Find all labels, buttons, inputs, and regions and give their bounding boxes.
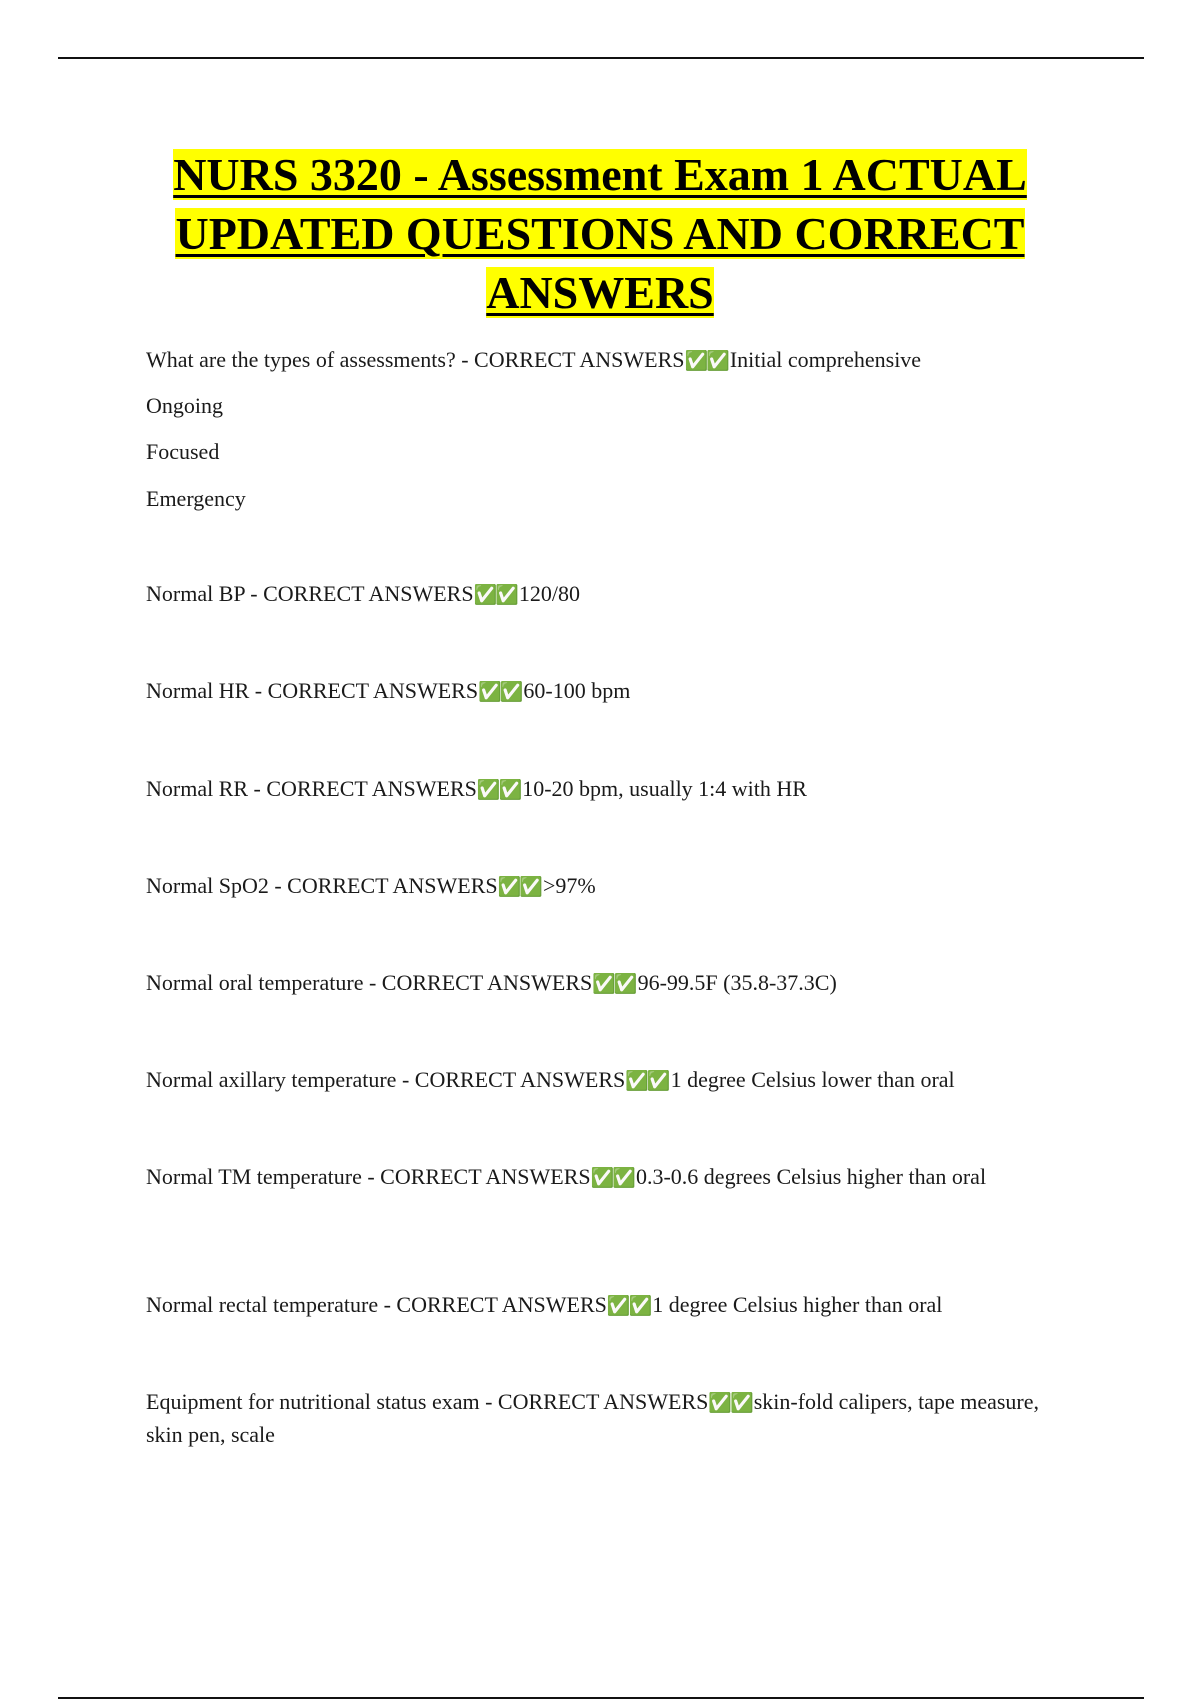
answer-text: 120/80 <box>518 581 581 606</box>
qa-item-normal-rr <box>146 773 1046 806</box>
answer-text: Initial comprehensive <box>729 347 922 372</box>
qa-item-normal-axillary-temperature <box>146 1064 1046 1097</box>
qa-item-nutritional-status-equipment <box>146 1386 1046 1451</box>
question-text: Normal TM temperature - CORRECT ANSWERS <box>146 1164 591 1189</box>
double-check-icon: ✅✅ <box>592 973 636 995</box>
question-text: Normal HR - CORRECT ANSWERS <box>146 678 479 703</box>
question-text: Normal SpO2 - CORRECT ANSWERS <box>146 873 498 898</box>
question-text: Normal BP - CORRECT ANSWERS <box>146 581 474 606</box>
double-check-icon: ✅✅ <box>497 876 541 898</box>
answer-text: skin-fold calipers, tape measure, skin pen, scale <box>146 1389 1040 1447</box>
answer-text: 1 degree Celsius higher than oral <box>652 1292 943 1317</box>
question-text: Normal rectal temperature - CORRECT ANSWERS <box>146 1292 607 1317</box>
answer-line-emergency: Emergency <box>146 486 246 511</box>
qa-item-normal-oral-temperature <box>146 967 1046 1000</box>
double-check-icon: ✅✅ <box>478 681 522 703</box>
qa-item-normal-rectal-temperature <box>146 1289 1046 1322</box>
answer-text: >97% <box>542 873 596 898</box>
double-check-icon: ✅✅ <box>476 779 521 801</box>
answer-text: 60-100 bpm <box>523 678 631 703</box>
qa-item-normal-hr <box>146 675 1046 708</box>
document-title <box>140 145 1060 322</box>
qa-item-normal-spo2 <box>146 870 1046 903</box>
double-check-icon: ✅✅ <box>606 1295 651 1317</box>
double-check-icon: ✅✅ <box>473 584 517 606</box>
answer-line-focused: Focused <box>146 439 220 464</box>
double-check-icon: ✅✅ <box>708 1392 752 1414</box>
question-text: Equipment for nutritional status exam - CORRECT ANSWERS <box>146 1389 709 1414</box>
double-check-icon: ✅✅ <box>625 1070 669 1092</box>
title-highlight: NURS 3320 - Assessment Exam 1 ACTUAL UPDATED QUESTIONS AND CORRECT ANSWERS <box>173 149 1027 318</box>
answer-line-ongoing: Ongoing <box>146 393 223 418</box>
double-check-icon: ✅✅ <box>590 1167 634 1189</box>
answer-text: 96-99.5F (35.8-37.3C) <box>637 970 837 995</box>
question-text: Normal oral temperature - CORRECT ANSWERS <box>146 970 593 995</box>
bottom-rule <box>58 1697 1144 1699</box>
qa-item-normal-bp <box>146 578 1046 611</box>
qa-item-types-of-assessments <box>146 344 1046 377</box>
qa-item-normal-tm-temperature <box>146 1161 1046 1194</box>
question-text: Normal RR - CORRECT ANSWERS <box>146 776 477 801</box>
answer-text: 1 degree Celsius lower than oral <box>670 1067 955 1092</box>
question-text: What are the types of assessments? - CORRECT ANSWERS <box>146 347 685 372</box>
top-rule <box>58 57 1144 59</box>
double-check-icon: ✅✅ <box>684 350 728 372</box>
answer-text: 10-20 bpm, usually 1:4 with HR <box>522 776 807 801</box>
answer-text: 0.3-0.6 degrees Celsius higher than oral <box>635 1164 987 1189</box>
question-text: Normal axillary temperature - CORRECT ANSWERS <box>146 1067 626 1092</box>
